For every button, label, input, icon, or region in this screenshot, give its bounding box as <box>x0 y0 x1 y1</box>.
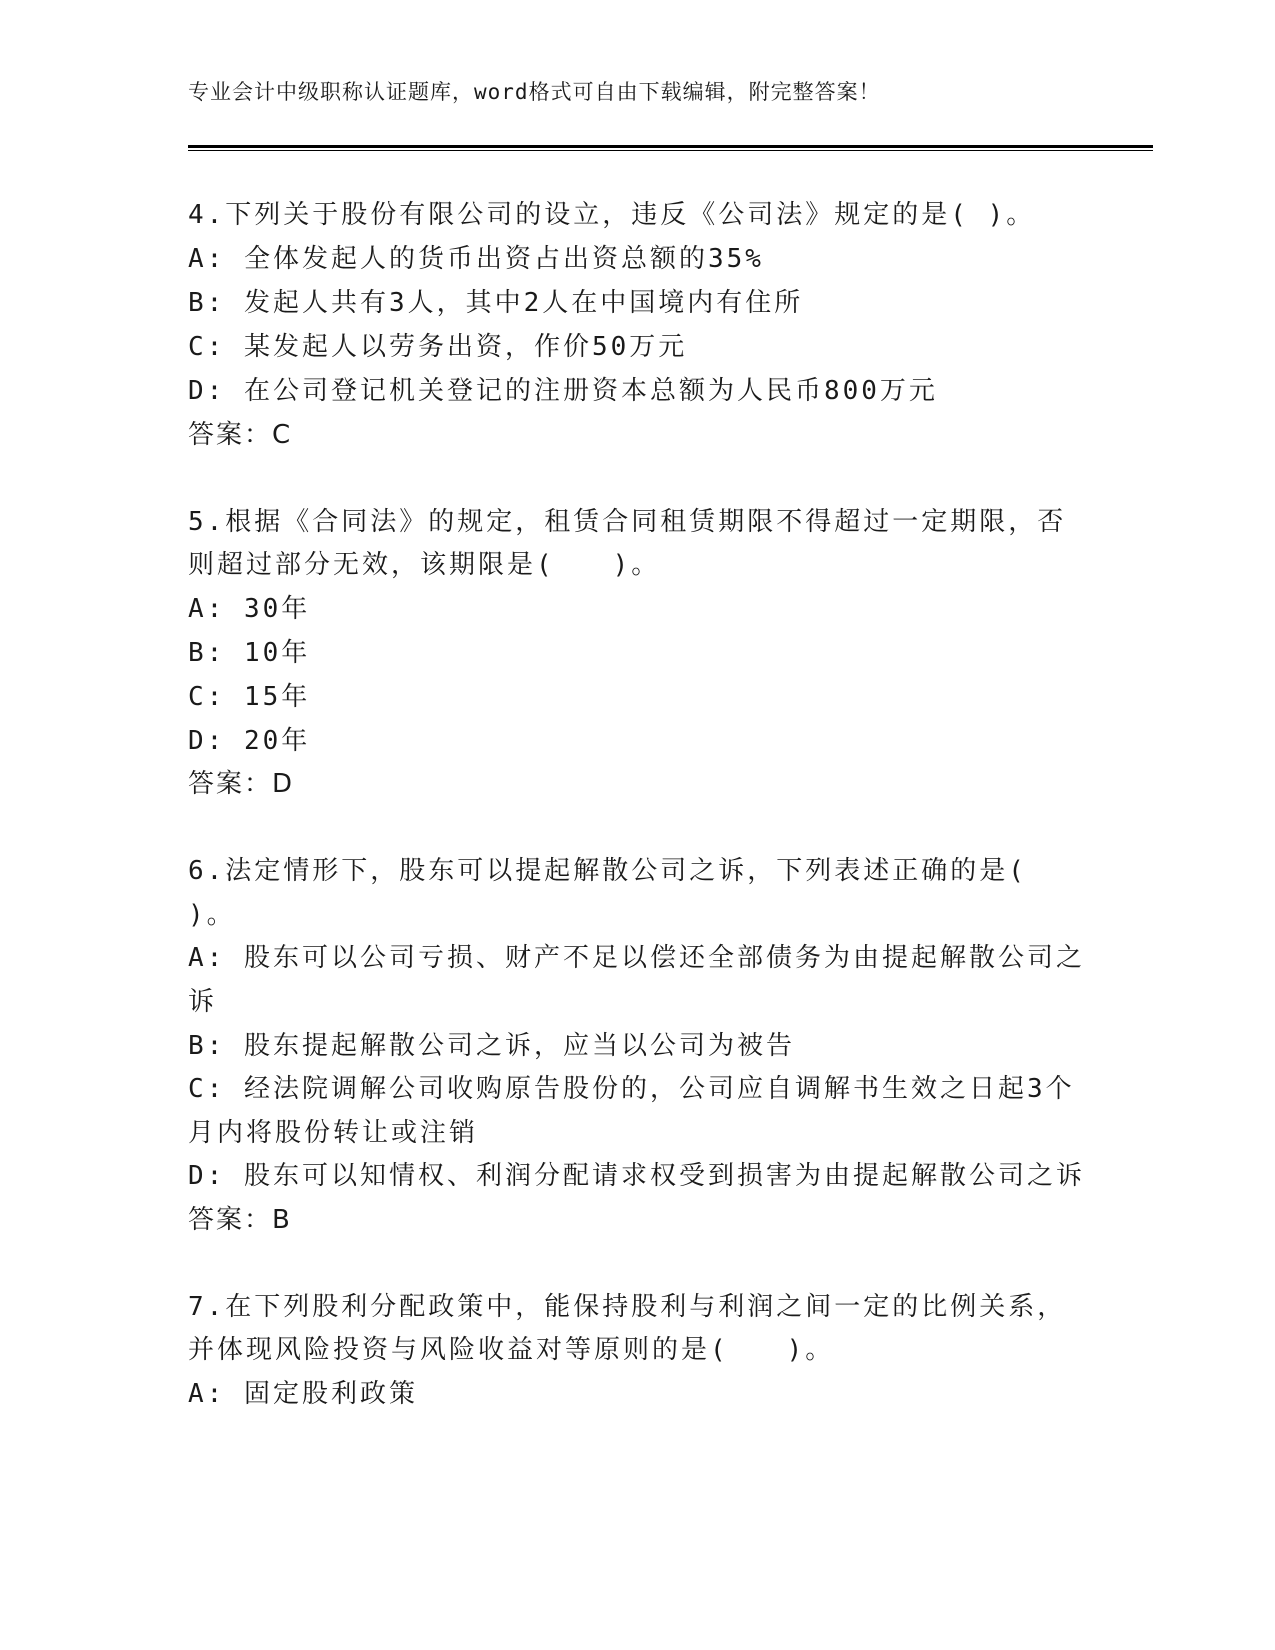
question-7-stem: 7.在下列股利分配政策中，能保持股利与利润之间一定的比例关系， <box>188 1292 1067 1322</box>
question-6-option-c-cont: 月内将股份转让或注销 <box>188 1118 479 1148</box>
question-4-option-a: A: 全体发起人的货币出资占出资总额的35% <box>188 244 764 274</box>
question-4-stem: 4.下列关于股份有限公司的设立，违反《公司法》规定的是( )。 <box>188 200 1036 230</box>
question-6-option-d: D: 股东可以知情权、利润分配请求权受到损害为由提起解散公司之诉 <box>188 1161 1085 1191</box>
question-4-option-b: B: 发起人共有3人，其中2人在中国境内有住所 <box>188 288 804 318</box>
question-6-stem: 6.法定情形下，股东可以提起解散公司之诉，下列表述正确的是( <box>188 856 1027 886</box>
question-6-stem-cont: )。 <box>188 900 236 930</box>
question-4-option-d: D: 在公司登记机关登记的注册资本总额为人民币800万元 <box>188 376 938 406</box>
question-4-answer: 答案：C <box>188 420 293 450</box>
header-divider-thin <box>188 150 1153 151</box>
question-4-option-c: C: 某发起人以劳务出资，作价50万元 <box>188 332 688 362</box>
header-divider <box>188 145 1153 148</box>
question-5-option-a: A: 30年 <box>188 594 311 624</box>
question-6-option-a: A: 股东可以公司亏损、财产不足以偿还全部债务为由提起解散公司之 <box>188 943 1085 973</box>
page-header: 专业会计中级职称认证题库，word格式可自由下载编辑，附完整答案！ <box>188 80 881 104</box>
question-6-option-b: B: 股东提起解散公司之诉，应当以公司为被告 <box>188 1031 795 1061</box>
question-5-option-d: D: 20年 <box>188 726 311 756</box>
question-7-option-a: A: 固定股利政策 <box>188 1379 418 1409</box>
question-6-answer: 答案：B <box>188 1205 292 1235</box>
question-6-option-c: C: 经法院调解公司收购原告股份的，公司应自调解书生效之日起3个 <box>188 1074 1075 1104</box>
question-6-option-a-cont: 诉 <box>188 987 218 1017</box>
question-7-stem-cont: 并体现风险投资与风险收益对等原则的是( )。 <box>188 1335 835 1365</box>
question-5-answer: 答案：D <box>188 769 295 799</box>
question-5-option-b: B: 10年 <box>188 638 311 668</box>
question-5-option-c: C: 15年 <box>188 682 311 712</box>
question-5-stem: 5.根据《合同法》的规定，租赁合同租赁期限不得超过一定期限，否 <box>188 507 1067 537</box>
question-5-stem-cont: 则超过部分无效，该期限是( )。 <box>188 550 661 580</box>
